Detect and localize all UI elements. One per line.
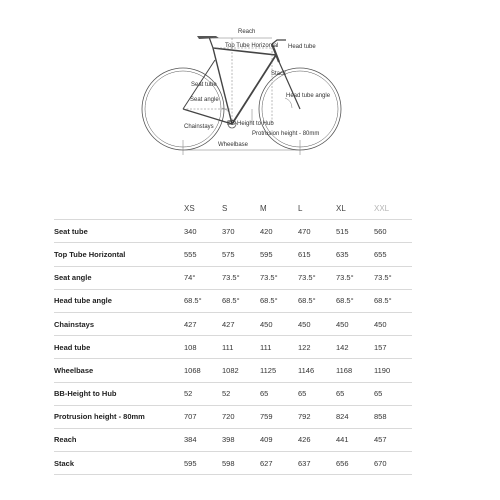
- table-cell: 598: [222, 452, 260, 475]
- table-cell: 65: [374, 382, 412, 405]
- table-cell: 575: [222, 243, 260, 266]
- table-row: [54, 428, 412, 451]
- table-cell: 73.5°: [298, 266, 336, 289]
- table-cell: 409: [260, 428, 298, 451]
- table-row: [54, 220, 412, 243]
- table-cell: 792: [298, 405, 336, 428]
- table-row: [54, 405, 412, 428]
- table-row: [54, 243, 412, 266]
- row-label: Stack: [54, 452, 184, 475]
- table-row: [54, 359, 412, 382]
- row-label: Head tube angle: [54, 289, 184, 312]
- table-cell: 1082: [222, 359, 260, 382]
- table-cell: 627: [260, 452, 298, 475]
- label-seat-angle: Seat angle: [190, 97, 219, 103]
- table-cell: 858: [374, 405, 412, 428]
- table-cell: 637: [298, 452, 336, 475]
- table-cell: 73.5°: [374, 266, 412, 289]
- table-row: [54, 312, 412, 335]
- label-head-tube-angle: Head tube angle: [286, 93, 331, 99]
- table-cell: 457: [374, 428, 412, 451]
- row-label: Reach: [54, 428, 184, 451]
- table-cell: 1190: [374, 359, 412, 382]
- size-header: S: [222, 197, 260, 220]
- label-chainstays: Chainstays: [184, 124, 214, 130]
- label-protrusion-height: Protrusion height - 80mm: [252, 131, 320, 137]
- table-cell: 595: [260, 243, 298, 266]
- table-cell: 65: [298, 382, 336, 405]
- row-label: Protrusion height - 80mm: [54, 405, 184, 428]
- table-cell: 1146: [298, 359, 336, 382]
- table-cell: 595: [184, 452, 222, 475]
- table-cell: 515: [336, 220, 374, 243]
- table-cell: 670: [374, 452, 412, 475]
- geometry-diagram: [0, 0, 500, 170]
- row-label: Chainstays: [54, 312, 184, 335]
- label-reach: Reach: [238, 29, 256, 35]
- table-cell: 420: [260, 220, 298, 243]
- table-cell: 656: [336, 452, 374, 475]
- row-label: Wheelbase: [54, 359, 184, 382]
- table-cell: 655: [374, 243, 412, 266]
- geometry-table: [54, 197, 412, 475]
- table-cell: 635: [336, 243, 374, 266]
- table-cell: 555: [184, 243, 222, 266]
- size-header: XS: [184, 197, 222, 220]
- table-cell: 384: [184, 428, 222, 451]
- table-cell: 68.5°: [298, 289, 336, 312]
- table-cell: 824: [336, 405, 374, 428]
- table-cell: 1125: [260, 359, 298, 382]
- label-top-tube-horizontal: Top Tube Horizontal: [225, 43, 279, 49]
- table-cell: 73.5°: [260, 266, 298, 289]
- table-cell: 65: [260, 382, 298, 405]
- table-row: [54, 452, 412, 475]
- row-label: Seat tube: [54, 220, 184, 243]
- table-cell: 340: [184, 220, 222, 243]
- label-head-tube: Head tube: [288, 44, 316, 50]
- table-cell: 142: [336, 336, 374, 359]
- table-cell: 122: [298, 336, 336, 359]
- table-row: [54, 382, 412, 405]
- table-cell: 450: [298, 312, 336, 335]
- table-cell: 707: [184, 405, 222, 428]
- table-cell: 68.5°: [260, 289, 298, 312]
- table-cell: 470: [298, 220, 336, 243]
- table-header-row: [54, 197, 412, 220]
- table-cell: 427: [222, 312, 260, 335]
- table-cell: 427: [184, 312, 222, 335]
- table-cell: 68.5°: [374, 289, 412, 312]
- table-cell: 68.5°: [184, 289, 222, 312]
- size-header: M: [260, 197, 298, 220]
- table-cell: 52: [184, 382, 222, 405]
- bike-illustration: [0, 0, 500, 170]
- label-bb-height-to-hub: BB-Height to Hub: [227, 121, 274, 127]
- table-cell: 108: [184, 336, 222, 359]
- size-header: L: [298, 197, 336, 220]
- table-cell: 73.5°: [336, 266, 374, 289]
- table-cell: 111: [260, 336, 298, 359]
- row-label: Head tube: [54, 336, 184, 359]
- table-cell: 615: [298, 243, 336, 266]
- header-corner: [54, 197, 184, 220]
- table-cell: 450: [374, 312, 412, 335]
- table-cell: 73.5°: [222, 266, 260, 289]
- table-cell: 68.5°: [336, 289, 374, 312]
- row-label: BB-Height to Hub: [54, 382, 184, 405]
- table-cell: 759: [260, 405, 298, 428]
- table-cell: 450: [260, 312, 298, 335]
- table-cell: 450: [336, 312, 374, 335]
- label-seat-tube: Seat tube: [191, 82, 217, 88]
- table-cell: 720: [222, 405, 260, 428]
- size-header: XXL: [374, 197, 412, 220]
- table-cell: 426: [298, 428, 336, 451]
- table-row: [54, 289, 412, 312]
- table-cell: 1068: [184, 359, 222, 382]
- row-label: Seat angle: [54, 266, 184, 289]
- table-cell: 370: [222, 220, 260, 243]
- table-cell: 68.5°: [222, 289, 260, 312]
- size-header: XL: [336, 197, 374, 220]
- table-cell: 560: [374, 220, 412, 243]
- table-cell: 74°: [184, 266, 222, 289]
- row-label: Top Tube Horizontal: [54, 243, 184, 266]
- label-wheelbase: Wheelbase: [218, 142, 249, 148]
- table-row: [54, 336, 412, 359]
- table-cell: 441: [336, 428, 374, 451]
- table-cell: 52: [222, 382, 260, 405]
- table-cell: 398: [222, 428, 260, 451]
- table-cell: 65: [336, 382, 374, 405]
- table-row: [54, 266, 412, 289]
- table-cell: 157: [374, 336, 412, 359]
- table-cell: 1168: [336, 359, 374, 382]
- label-stack: Stack: [271, 71, 287, 77]
- table-cell: 111: [222, 336, 260, 359]
